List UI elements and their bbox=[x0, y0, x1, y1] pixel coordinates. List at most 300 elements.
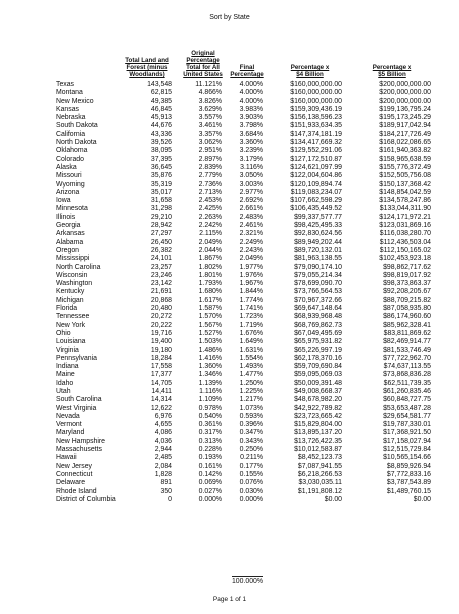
original-percentage: 0.540% bbox=[198, 412, 222, 420]
land-forest-value: 43,336 bbox=[150, 130, 172, 138]
land-forest-value: 35,017 bbox=[150, 188, 172, 196]
amount-5-billion: $200,000,000.00 bbox=[379, 97, 431, 105]
land-forest-value: 2,485 bbox=[154, 454, 172, 462]
state-name: Pennsylvania bbox=[56, 354, 97, 362]
land-forest-value: 35,876 bbox=[150, 172, 172, 180]
state-name: Alaska bbox=[56, 163, 77, 171]
table-row bbox=[56, 347, 456, 355]
amount-4-billion: $79,090,174.10 bbox=[294, 263, 342, 271]
original-percentage: 2.115% bbox=[199, 230, 222, 238]
table-row bbox=[56, 488, 456, 496]
amount-5-billion: $60,848,727.75 bbox=[383, 396, 431, 404]
state-name: Ohio bbox=[56, 329, 71, 337]
table-row bbox=[56, 264, 456, 272]
amount-5-billion: $133,044,311.90 bbox=[379, 205, 431, 213]
original-percentage: 2.242% bbox=[198, 222, 222, 230]
original-percentage: 2.897% bbox=[198, 155, 222, 163]
amount-4-billion: $160,000,000.00 bbox=[290, 97, 342, 105]
state-name: South Dakota bbox=[56, 122, 98, 130]
state-name: Kentucky bbox=[56, 288, 85, 296]
amount-5-billion: $19,787,330.01 bbox=[383, 421, 431, 429]
amount-5-billion: $184,217,726.49 bbox=[379, 130, 431, 138]
table-row bbox=[56, 272, 456, 280]
table-row bbox=[56, 479, 456, 487]
amount-5-billion: $116,038,280.70 bbox=[379, 230, 431, 238]
original-percentage: 2.736% bbox=[198, 180, 222, 188]
final-percentage: 4.000% bbox=[239, 81, 263, 88]
land-forest-value: 4,086 bbox=[154, 429, 172, 437]
final-percentage: 3.983% bbox=[239, 105, 263, 113]
amount-4-billion: $73,766,564.53 bbox=[294, 288, 342, 296]
original-percentage: 0.069% bbox=[198, 479, 222, 487]
amount-5-billion: $83,811,869.62 bbox=[383, 329, 431, 337]
final-percentage: 1.073% bbox=[239, 404, 263, 412]
column-headers bbox=[54, 46, 454, 78]
original-percentage: 0.978% bbox=[198, 404, 222, 412]
amount-5-billion: $155,776,372.49 bbox=[379, 163, 431, 171]
table-row bbox=[56, 205, 456, 213]
amount-4-billion: $160,000,000.00 bbox=[290, 81, 342, 88]
original-percentage: 2.779% bbox=[198, 172, 222, 180]
final-percentage: 3.239% bbox=[239, 147, 263, 155]
amount-4-billion: $10,012,583.87 bbox=[294, 446, 342, 454]
table-row bbox=[56, 131, 456, 139]
state-name: Louisiana bbox=[56, 338, 86, 346]
table-row bbox=[56, 280, 456, 288]
state-name: New York bbox=[56, 321, 86, 329]
amount-4-billion: $98,425,495.33 bbox=[294, 222, 342, 230]
land-forest-value: 31,658 bbox=[150, 197, 172, 205]
table-row bbox=[56, 239, 456, 247]
final-percentage: 2.461% bbox=[239, 222, 263, 230]
original-percentage: 0.317% bbox=[198, 429, 222, 437]
land-forest-value: 26,382 bbox=[150, 246, 172, 254]
table-row bbox=[56, 363, 456, 371]
document-title: Sort by State bbox=[209, 14, 250, 21]
state-name: New Mexico bbox=[56, 97, 94, 105]
header-line: Original bbox=[191, 50, 215, 57]
state-name: Iowa bbox=[56, 197, 71, 205]
amount-4-billion: $67,049,495.69 bbox=[294, 329, 342, 337]
amount-4-billion: $65,226,997.19 bbox=[294, 346, 342, 354]
table-row bbox=[56, 396, 456, 404]
state-name: Wisconsin bbox=[56, 271, 88, 279]
final-percentage: 3.116% bbox=[240, 163, 263, 171]
final-percentage: 1.719% bbox=[239, 321, 263, 329]
amount-4-billion: $8,452,123.73 bbox=[297, 454, 342, 462]
header-line: Percentage x bbox=[290, 64, 330, 71]
table-row bbox=[56, 388, 456, 396]
state-name: Nebraska bbox=[56, 114, 86, 122]
state-name: New Hampshire bbox=[56, 437, 106, 445]
land-forest-value: 2,084 bbox=[154, 462, 172, 470]
state-name: Wyoming bbox=[56, 180, 85, 188]
amount-4-billion: $7,087,941.55 bbox=[297, 462, 342, 470]
original-percentage: 1.801% bbox=[198, 271, 222, 279]
table-row bbox=[56, 380, 456, 388]
land-forest-value: 0 bbox=[168, 495, 172, 503]
final-percentage: 1.554% bbox=[239, 354, 263, 362]
table-row bbox=[56, 222, 456, 230]
table-row bbox=[56, 371, 456, 379]
final-percentage: 0.396% bbox=[239, 421, 263, 429]
final-percentage: 1.844% bbox=[239, 288, 263, 296]
amount-4-billion: $3,030,035.11 bbox=[298, 479, 342, 487]
header-land-forest bbox=[116, 57, 178, 78]
final-percentage: 2.661% bbox=[239, 205, 263, 213]
final-percentage-total: 100.000% bbox=[231, 578, 263, 585]
table-row bbox=[56, 471, 456, 479]
land-forest-value: 49,385 bbox=[150, 97, 172, 105]
land-forest-value: 26,450 bbox=[150, 238, 172, 246]
final-percentage: 2.977% bbox=[239, 188, 263, 196]
land-forest-value: 20,222 bbox=[150, 321, 172, 329]
state-name: Idaho bbox=[56, 379, 74, 387]
final-percentage: 1.976% bbox=[239, 271, 263, 279]
state-name: North Dakota bbox=[56, 139, 97, 147]
original-percentage: 2.453% bbox=[198, 197, 222, 205]
table-row bbox=[56, 330, 456, 338]
original-percentage: 1.527% bbox=[198, 329, 222, 337]
land-forest-value: 19,180 bbox=[150, 346, 172, 354]
amount-4-billion: $1,191,808.12 bbox=[297, 487, 342, 495]
original-percentage: 1.486% bbox=[198, 346, 222, 354]
original-percentage: 2.044% bbox=[198, 246, 222, 254]
original-percentage: 1.802% bbox=[198, 263, 222, 271]
final-percentage: 3.360% bbox=[239, 139, 263, 147]
table-row bbox=[56, 338, 456, 346]
original-percentage: 2.839% bbox=[198, 163, 222, 171]
original-percentage: 1.139% bbox=[198, 379, 222, 387]
table-row bbox=[56, 106, 456, 114]
amount-4-billion: $122,004,604.86 bbox=[290, 172, 342, 180]
header-line: Total Land and bbox=[125, 57, 169, 64]
amount-4-billion: $156,138,596.23 bbox=[290, 114, 342, 122]
original-percentage: 2.263% bbox=[198, 213, 222, 221]
state-name: Oregon bbox=[56, 246, 79, 254]
land-forest-value: 1,828 bbox=[154, 470, 172, 478]
amount-4-billion: $124,621,097.99 bbox=[290, 163, 342, 171]
amount-5-billion: $161,940,363.82 bbox=[379, 147, 431, 155]
table-row bbox=[56, 181, 456, 189]
amount-5-billion: $148,854,042.59 bbox=[379, 188, 431, 196]
state-name: California bbox=[56, 130, 86, 138]
header-line: Percentage x bbox=[372, 64, 412, 71]
amount-5-billion: $124,171,972.21 bbox=[379, 213, 431, 221]
amount-5-billion: $61,260,835.46 bbox=[383, 387, 431, 395]
land-forest-value: 19,716 bbox=[150, 329, 172, 337]
final-percentage: 1.217% bbox=[239, 396, 263, 404]
amount-4-billion: $68,939,968.48 bbox=[294, 313, 342, 321]
header-line: Total for All bbox=[186, 64, 220, 71]
land-forest-value: 29,210 bbox=[150, 213, 172, 221]
state-name: Utah bbox=[56, 387, 71, 395]
amount-5-billion: $7,772,833.16 bbox=[386, 470, 431, 478]
amount-5-billion: $92,208,205.67 bbox=[383, 288, 431, 296]
amount-5-billion: $29,654,581.77 bbox=[383, 412, 431, 420]
land-forest-value: 12,622 bbox=[150, 404, 172, 412]
original-percentage: 3.629% bbox=[198, 105, 222, 113]
final-percentage: 1.977% bbox=[239, 263, 263, 271]
land-forest-value: 17,558 bbox=[150, 363, 172, 371]
original-percentage: 3.062% bbox=[198, 139, 222, 147]
final-percentage: 3.003% bbox=[239, 180, 263, 188]
final-percentage: 1.774% bbox=[239, 296, 263, 304]
original-percentage: 1.116% bbox=[199, 387, 222, 395]
land-forest-value: 4,655 bbox=[154, 421, 172, 429]
land-forest-value: 19,400 bbox=[150, 338, 172, 346]
amount-5-billion: $112,436,503.04 bbox=[379, 238, 431, 246]
state-name: District of Columbia bbox=[56, 495, 116, 503]
original-percentage: 2.713% bbox=[198, 188, 222, 196]
amount-5-billion: $1,489,760.15 bbox=[386, 487, 431, 495]
table-row bbox=[56, 255, 456, 263]
amount-4-billion: $0.00 bbox=[324, 495, 342, 503]
header-line: Percentage bbox=[186, 57, 220, 64]
land-forest-value: 4,036 bbox=[154, 437, 172, 445]
amount-5-billion: $150,137,368.42 bbox=[379, 180, 431, 188]
amount-4-billion: $48,678,982.20 bbox=[294, 396, 342, 404]
land-forest-value: 24,101 bbox=[150, 255, 172, 263]
final-percentage: 2.049% bbox=[239, 255, 263, 263]
state-name: Vermont bbox=[56, 421, 82, 429]
table-row bbox=[56, 355, 456, 363]
amount-4-billion: $13,726,422.35 bbox=[294, 437, 342, 445]
amount-5-billion: $102,453,923.18 bbox=[379, 255, 431, 263]
page-footer: Page 1 of 1 bbox=[212, 596, 247, 603]
amount-5-billion: $199,136,795.24 bbox=[379, 105, 431, 113]
state-name: Tennessee bbox=[56, 313, 90, 321]
final-percentage: 3.798% bbox=[239, 122, 263, 130]
final-percentage: 1.676% bbox=[239, 329, 263, 337]
header-line: Woodlands) bbox=[129, 71, 165, 78]
original-percentage: 1.416% bbox=[198, 354, 222, 362]
amount-4-billion: $49,008,668.37 bbox=[294, 387, 342, 395]
land-forest-value: 14,411 bbox=[151, 387, 172, 395]
amount-5-billion: $81,533,746.49 bbox=[383, 346, 431, 354]
amount-4-billion: $147,374,181.19 bbox=[290, 130, 342, 138]
land-forest-value: 23,246 bbox=[150, 271, 172, 279]
table-row bbox=[56, 114, 456, 122]
land-forest-value: 27,297 bbox=[150, 230, 172, 238]
final-percentage: 3.684% bbox=[239, 130, 263, 138]
header-line: $5 Billion bbox=[378, 71, 406, 78]
land-forest-value: 46,845 bbox=[150, 105, 172, 113]
amount-4-billion: $42,922,789.82 bbox=[294, 404, 342, 412]
final-percentage: 2.321% bbox=[239, 230, 263, 238]
final-percentage: 4.000% bbox=[239, 97, 263, 105]
amount-4-billion: $89,949,202.44 bbox=[294, 238, 342, 246]
amount-5-billion: $200,000,000.00 bbox=[379, 81, 431, 88]
land-forest-value: 21,691 bbox=[150, 288, 172, 296]
final-percentage: 0.211% bbox=[240, 454, 263, 462]
land-forest-value: 18,284 bbox=[150, 354, 172, 362]
original-percentage: 11.121% bbox=[195, 81, 222, 88]
amount-5-billion: $123,031,869.16 bbox=[379, 222, 431, 230]
table-row bbox=[56, 214, 456, 222]
land-forest-value: 35,319 bbox=[150, 180, 172, 188]
table-row bbox=[56, 197, 456, 205]
table-row bbox=[56, 429, 456, 437]
amount-5-billion: $74,637,113.55 bbox=[383, 363, 431, 371]
header-line: Forest (minus bbox=[126, 64, 168, 71]
table-row bbox=[56, 322, 456, 330]
amount-5-billion: $10,565,154.66 bbox=[383, 454, 431, 462]
land-forest-value: 2,944 bbox=[154, 446, 172, 454]
state-name: Hawaii bbox=[56, 454, 77, 462]
land-forest-value: 20,480 bbox=[150, 305, 172, 313]
land-forest-value: 20,272 bbox=[150, 313, 172, 321]
original-percentage: 1.109% bbox=[198, 396, 222, 404]
amount-4-billion: $78,699,090.70 bbox=[294, 280, 342, 288]
original-percentage: 2.951% bbox=[198, 147, 222, 155]
amount-5-billion: $85,962,328.41 bbox=[383, 321, 431, 329]
land-forest-value: 17,377 bbox=[150, 371, 172, 379]
final-percentage: 0.155% bbox=[239, 470, 263, 478]
state-name: Minnesota bbox=[56, 205, 88, 213]
land-forest-value: 23,257 bbox=[150, 263, 172, 271]
state-name: Rhode Island bbox=[56, 487, 97, 495]
final-percentage: 3.050% bbox=[239, 172, 263, 180]
table-row bbox=[56, 405, 456, 413]
amount-5-billion: $87,058,935.80 bbox=[383, 305, 431, 313]
state-name: Alabama bbox=[56, 238, 84, 246]
state-name: Florida bbox=[56, 305, 78, 313]
table-row bbox=[56, 172, 456, 180]
state-name: Massachusetts bbox=[56, 446, 102, 454]
amount-4-billion: $159,309,436.19 bbox=[290, 105, 342, 113]
original-percentage: 1.587% bbox=[198, 305, 222, 313]
amount-4-billion: $79,055,214.34 bbox=[294, 271, 342, 279]
amount-4-billion: $160,000,000.00 bbox=[290, 89, 342, 97]
state-name: Colorado bbox=[56, 155, 84, 163]
header-line: $4 Billion bbox=[296, 71, 324, 78]
amount-5-billion: $200,000,000.00 bbox=[379, 89, 431, 97]
state-name: South Carolina bbox=[56, 396, 102, 404]
amount-4-billion: $23,723,665.42 bbox=[294, 412, 342, 420]
amount-4-billion: $70,967,372.66 bbox=[294, 296, 342, 304]
land-forest-value: 62,815 bbox=[150, 89, 172, 97]
amount-5-billion: $168,022,086.65 bbox=[379, 139, 431, 147]
amount-4-billion: $106,435,449.52 bbox=[290, 205, 342, 213]
header-percentage-4-billion bbox=[272, 64, 348, 78]
state-table bbox=[56, 81, 456, 504]
original-percentage: 1.570% bbox=[198, 313, 222, 321]
table-row bbox=[56, 230, 456, 238]
amount-4-billion: $65,975,931.82 bbox=[294, 338, 342, 346]
amount-5-billion: $88,709,215.82 bbox=[383, 296, 431, 304]
amount-5-billion: $17,368,921.50 bbox=[383, 429, 431, 437]
table-row bbox=[56, 438, 456, 446]
final-percentage: 2.243% bbox=[239, 246, 263, 254]
amount-5-billion: $77,722,962.70 bbox=[383, 354, 431, 362]
original-percentage: 0.161% bbox=[198, 462, 222, 470]
total-row bbox=[56, 576, 456, 585]
final-percentage: 1.225% bbox=[239, 387, 263, 395]
amount-5-billion: $17,158,027.94 bbox=[383, 437, 431, 445]
final-percentage: 0.250% bbox=[239, 446, 263, 454]
amount-5-billion: $98,373,863.37 bbox=[383, 280, 431, 288]
original-percentage: 4.866% bbox=[198, 89, 222, 97]
state-name: Oklahoma bbox=[56, 147, 88, 155]
amount-4-billion: $62,178,370.16 bbox=[294, 354, 342, 362]
amount-5-billion: $134,578,247.86 bbox=[379, 197, 431, 205]
amount-5-billion: $189,917,042.94 bbox=[379, 122, 431, 130]
amount-5-billion: $82,469,914.77 bbox=[383, 338, 431, 346]
table-row bbox=[56, 247, 456, 255]
original-percentage: 1.617% bbox=[198, 296, 222, 304]
final-percentage: 3.179% bbox=[239, 155, 263, 163]
land-forest-value: 6,976 bbox=[154, 412, 172, 420]
final-percentage: 0.000% bbox=[239, 495, 263, 503]
land-forest-value: 39,526 bbox=[150, 139, 172, 147]
amount-5-billion: $152,505,756.08 bbox=[379, 172, 431, 180]
table-row bbox=[56, 156, 456, 164]
table-row bbox=[56, 147, 456, 155]
original-percentage: 3.357% bbox=[198, 130, 222, 138]
amount-5-billion: $86,174,960.60 bbox=[383, 313, 431, 321]
land-forest-value: 23,142 bbox=[150, 280, 172, 288]
header-original-percentage bbox=[178, 50, 228, 78]
final-percentage: 3.903% bbox=[239, 114, 263, 122]
table-row bbox=[56, 446, 456, 454]
state-name: New Jersey bbox=[56, 462, 92, 470]
table-row bbox=[56, 98, 456, 106]
original-percentage: 0.027% bbox=[198, 487, 222, 495]
amount-4-billion: $81,963,138.55 bbox=[294, 255, 342, 263]
original-percentage: 0.000% bbox=[198, 495, 222, 503]
table-row bbox=[56, 164, 456, 172]
state-name: Georgia bbox=[56, 222, 81, 230]
original-percentage: 3.461% bbox=[198, 122, 222, 130]
amount-5-billion: $158,965,638.59 bbox=[379, 155, 431, 163]
state-name: North Carolina bbox=[56, 263, 101, 271]
land-forest-value: 45,913 bbox=[150, 114, 172, 122]
land-forest-value: 14,705 bbox=[150, 379, 172, 387]
header-line: United States bbox=[183, 71, 223, 78]
state-name: Indiana bbox=[56, 363, 79, 371]
land-forest-value: 20,868 bbox=[150, 296, 172, 304]
land-forest-value: 37,395 bbox=[150, 155, 172, 163]
land-forest-value: 350 bbox=[160, 487, 172, 495]
table-row bbox=[56, 421, 456, 429]
state-name: Missouri bbox=[56, 172, 82, 180]
state-name: Michigan bbox=[56, 296, 84, 304]
original-percentage: 1.346% bbox=[198, 371, 222, 379]
amount-4-billion: $59,709,690.84 bbox=[294, 363, 342, 371]
land-forest-value: 891 bbox=[160, 479, 172, 487]
table-row bbox=[56, 288, 456, 296]
state-name: Maryland bbox=[56, 429, 85, 437]
original-percentage: 1.503% bbox=[198, 338, 222, 346]
original-percentage: 0.228% bbox=[198, 446, 222, 454]
state-name: Delaware bbox=[56, 479, 86, 487]
amount-5-billion: $98,862,717.62 bbox=[383, 263, 431, 271]
amount-5-billion: $0.00 bbox=[413, 495, 431, 503]
table-row bbox=[56, 189, 456, 197]
original-percentage: 0.361% bbox=[198, 421, 222, 429]
amount-5-billion: $112,150,165.02 bbox=[379, 246, 431, 254]
original-percentage: 1.567% bbox=[198, 321, 222, 329]
table-row bbox=[56, 139, 456, 147]
amount-5-billion: $12,515,729.84 bbox=[383, 446, 431, 454]
original-percentage: 0.193% bbox=[198, 454, 222, 462]
state-name: West Virginia bbox=[56, 404, 97, 412]
amount-4-billion: $15,829,804.00 bbox=[294, 421, 342, 429]
land-forest-value: 14,314 bbox=[150, 396, 172, 404]
final-percentage: 0.177% bbox=[239, 462, 263, 470]
amount-5-billion: $62,511,739.35 bbox=[383, 379, 431, 387]
